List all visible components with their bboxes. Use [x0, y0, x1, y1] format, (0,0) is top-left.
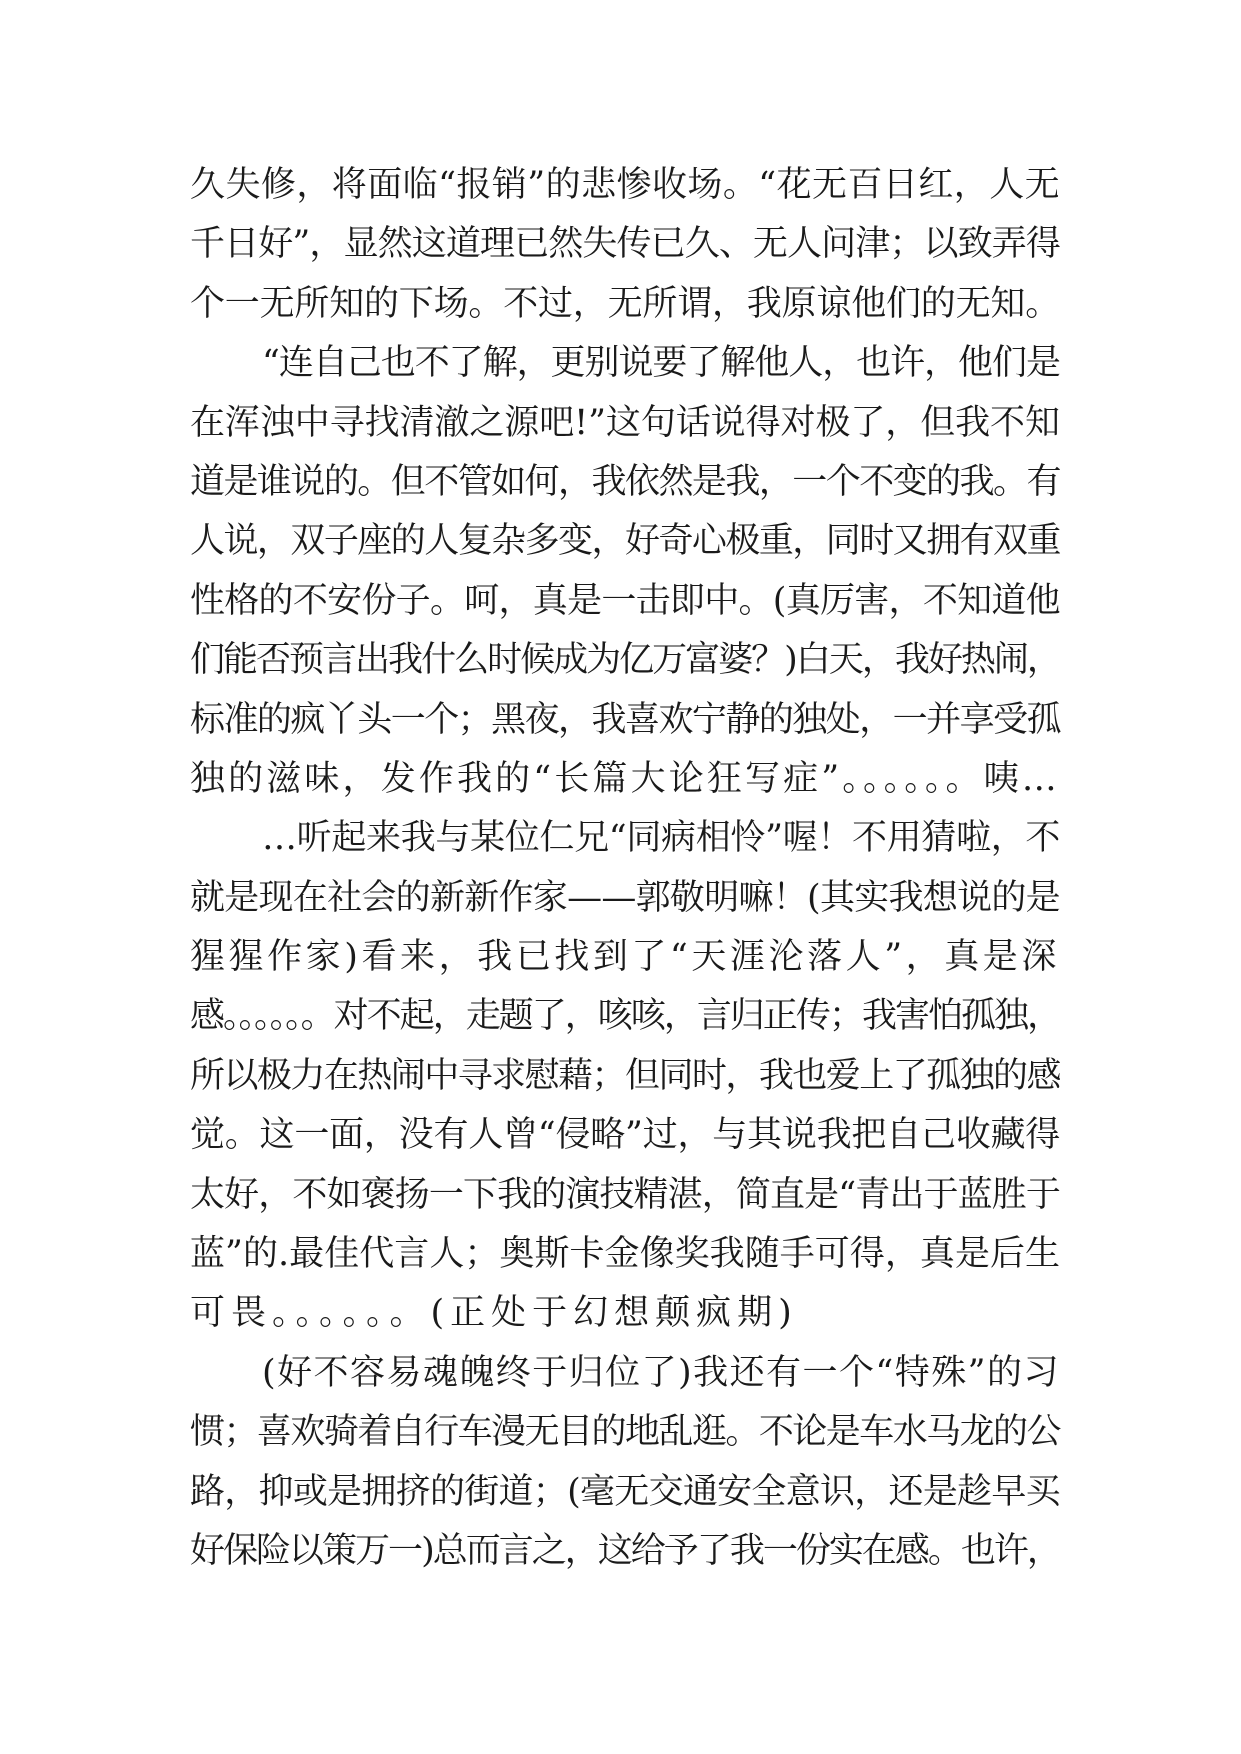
text-line: 久失修，将面临“报销”的悲惨收场。“花无百日红，人无	[190, 165, 1061, 205]
text-line: 猩猩作家)看来，我已找到了“天涯沦落人”，真是深	[190, 937, 1060, 978]
text-line: 们能否预言出我什么时候成为亿万富婆？)白天，我好热闹，	[190, 640, 1060, 681]
text-line: 就是现在社会的新新作家——郭敬明嘛！(其实我想说的是	[190, 877, 1060, 918]
text-line: 蓝”的.最佳代言人；奥斯卡金像奖我随手可得，真是后生	[190, 1234, 1061, 1275]
text-line: (好不容易魂魄终于归位了)我还有一个“特殊”的习	[262, 1352, 1060, 1393]
text-line: 千日好”，显然这道理已然失传已久、无人问津；以致弄得	[190, 224, 1061, 265]
text-line: 惯；喜欢骑着自行车漫无目的地乱逛。不论是车水马龙的公	[190, 1412, 1060, 1453]
text-line: 觉。这一面，没有人曾“侵略”过，与其说我把自己收藏得	[190, 1115, 1061, 1156]
text-line: 太好，不如褒扬一下我的演技精湛，简直是“青出于蓝胜于	[190, 1174, 1061, 1215]
text-line: 人说，双子座的人复杂多变，好奇心极重，同时又拥有双重	[190, 521, 1060, 562]
text-line: 个一无所知的下场。不过，无所谓，我原谅他们的无知。	[190, 283, 1061, 324]
text-line: 可畏。。。。。。(正处于幻想颠疯期)	[190, 1293, 798, 1334]
text-line: …听起来我与某位仁兄“同病相怜”喔！不用猜啦，不	[262, 818, 1061, 859]
text-line: 标准的疯丫头一个；黑夜，我喜欢宁静的独处，一并享受孤	[190, 699, 1060, 740]
text-line: 路，抑或是拥挤的街道；(毫无交通安全意识，还是趁早买	[190, 1471, 1060, 1512]
text-line: 感。。。。。。对不起，走题了，咳咳，言归正传；我害怕孤独，	[190, 996, 1061, 1037]
body-text	[190, 156, 1060, 1581]
text-line: 在浑浊中寻找清澈之源吧!”这句话说得对极了，但我不知	[190, 402, 1060, 443]
text-line: 所以极力在热闹中寻求慰藉；但同时，我也爱上了孤独的感	[190, 1055, 1060, 1096]
text-line: 道是谁说的。但不管如何，我依然是我，一个不变的我。有	[190, 461, 1060, 502]
text-line: 独的滋味，发作我的“长篇大论狂写症”。。。。。。咦…	[190, 758, 1060, 799]
text-line: 好保险以策万一)总而言之，这给予了我一份实在感。也许，	[190, 1530, 1060, 1571]
text-line: “连自己也不了解，更别说要了解他人，也许，他们是	[262, 343, 1060, 384]
text-line: 性格的不安份子。呵，真是一击即中。(真厉害，不知道他	[190, 580, 1060, 621]
